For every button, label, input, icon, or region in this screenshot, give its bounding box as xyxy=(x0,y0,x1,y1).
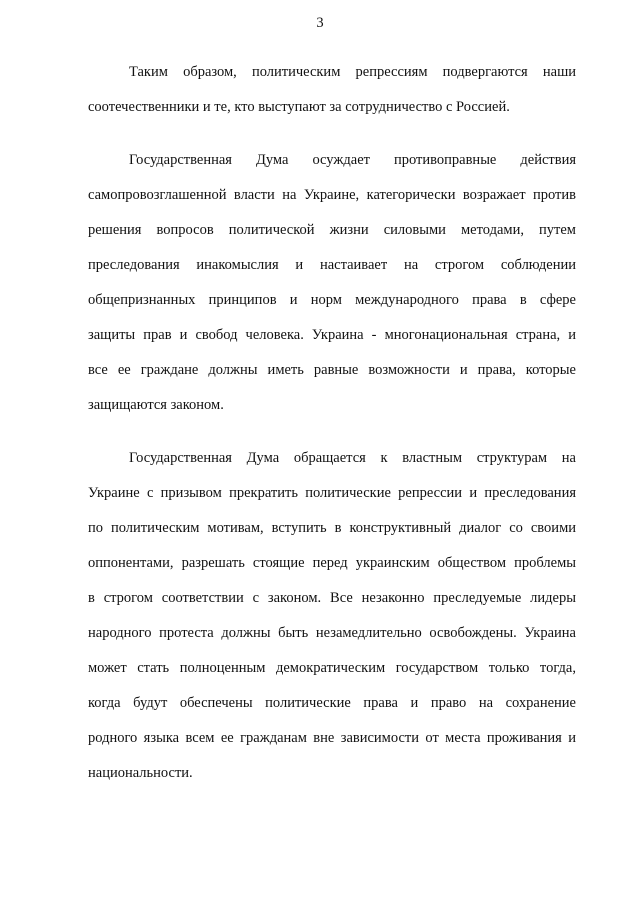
paragraph-line: Государственная Дума обращается к властным структурам на xyxy=(129,450,576,466)
paragraph-line: Таким образом, политическим репрессиям подвергаются наши xyxy=(129,64,576,80)
paragraph-2 xyxy=(88,143,576,423)
paragraph-line: защиты прав и свобод человека. Украина - многонациональная страна, и xyxy=(88,327,576,343)
paragraph-line: оппонентами, разрешать стоящие перед украинским обществом проблемы xyxy=(88,555,576,571)
paragraph-line: по политическим мотивам, вступить в конструктивный диалог со своими xyxy=(88,520,576,536)
paragraph-1 xyxy=(88,55,576,125)
paragraph-line: национальности. xyxy=(88,765,193,781)
body-text xyxy=(88,55,576,809)
page-number: 3 xyxy=(316,15,324,31)
paragraph-line: защищаются законом. xyxy=(88,397,224,413)
paragraph-line: преследования инакомыслия и настаивает на строгом соблюдении xyxy=(88,257,576,273)
paragraph-line: общепризнанных принципов и норм международного права в сфере xyxy=(88,292,576,308)
paragraph-line: соотечественники и те, кто выступают за сотрудничество с Россией. xyxy=(88,99,510,115)
paragraph-line: Украине с призывом прекратить политические репрессии и преследования xyxy=(88,485,576,501)
paragraph-line: все ее граждане должны иметь равные возможности и права, которые xyxy=(88,362,576,378)
paragraph-line: самопровозглашенной власти на Украине, категорически возражает против xyxy=(88,187,576,203)
paragraph-3 xyxy=(88,441,576,791)
paragraph-line: родного языка всем ее гражданам вне зависимости от места проживания и xyxy=(88,730,576,746)
paragraph-line: народного протеста должны быть незамедлительно освобождены. Украина xyxy=(88,625,576,641)
paragraph-line: может стать полноценным демократическим государством только тогда, xyxy=(88,660,576,676)
paragraph-line: в строгом соответствии с законом. Все незаконно преследуемые лидеры xyxy=(88,590,576,606)
paragraph-line: решения вопросов политической жизни силовыми методами, путем xyxy=(88,222,576,238)
paragraph-line: Государственная Дума осуждает противоправные действия xyxy=(129,152,576,168)
paragraph-line: когда будут обеспечены политические права и право на сохранение xyxy=(88,695,576,711)
